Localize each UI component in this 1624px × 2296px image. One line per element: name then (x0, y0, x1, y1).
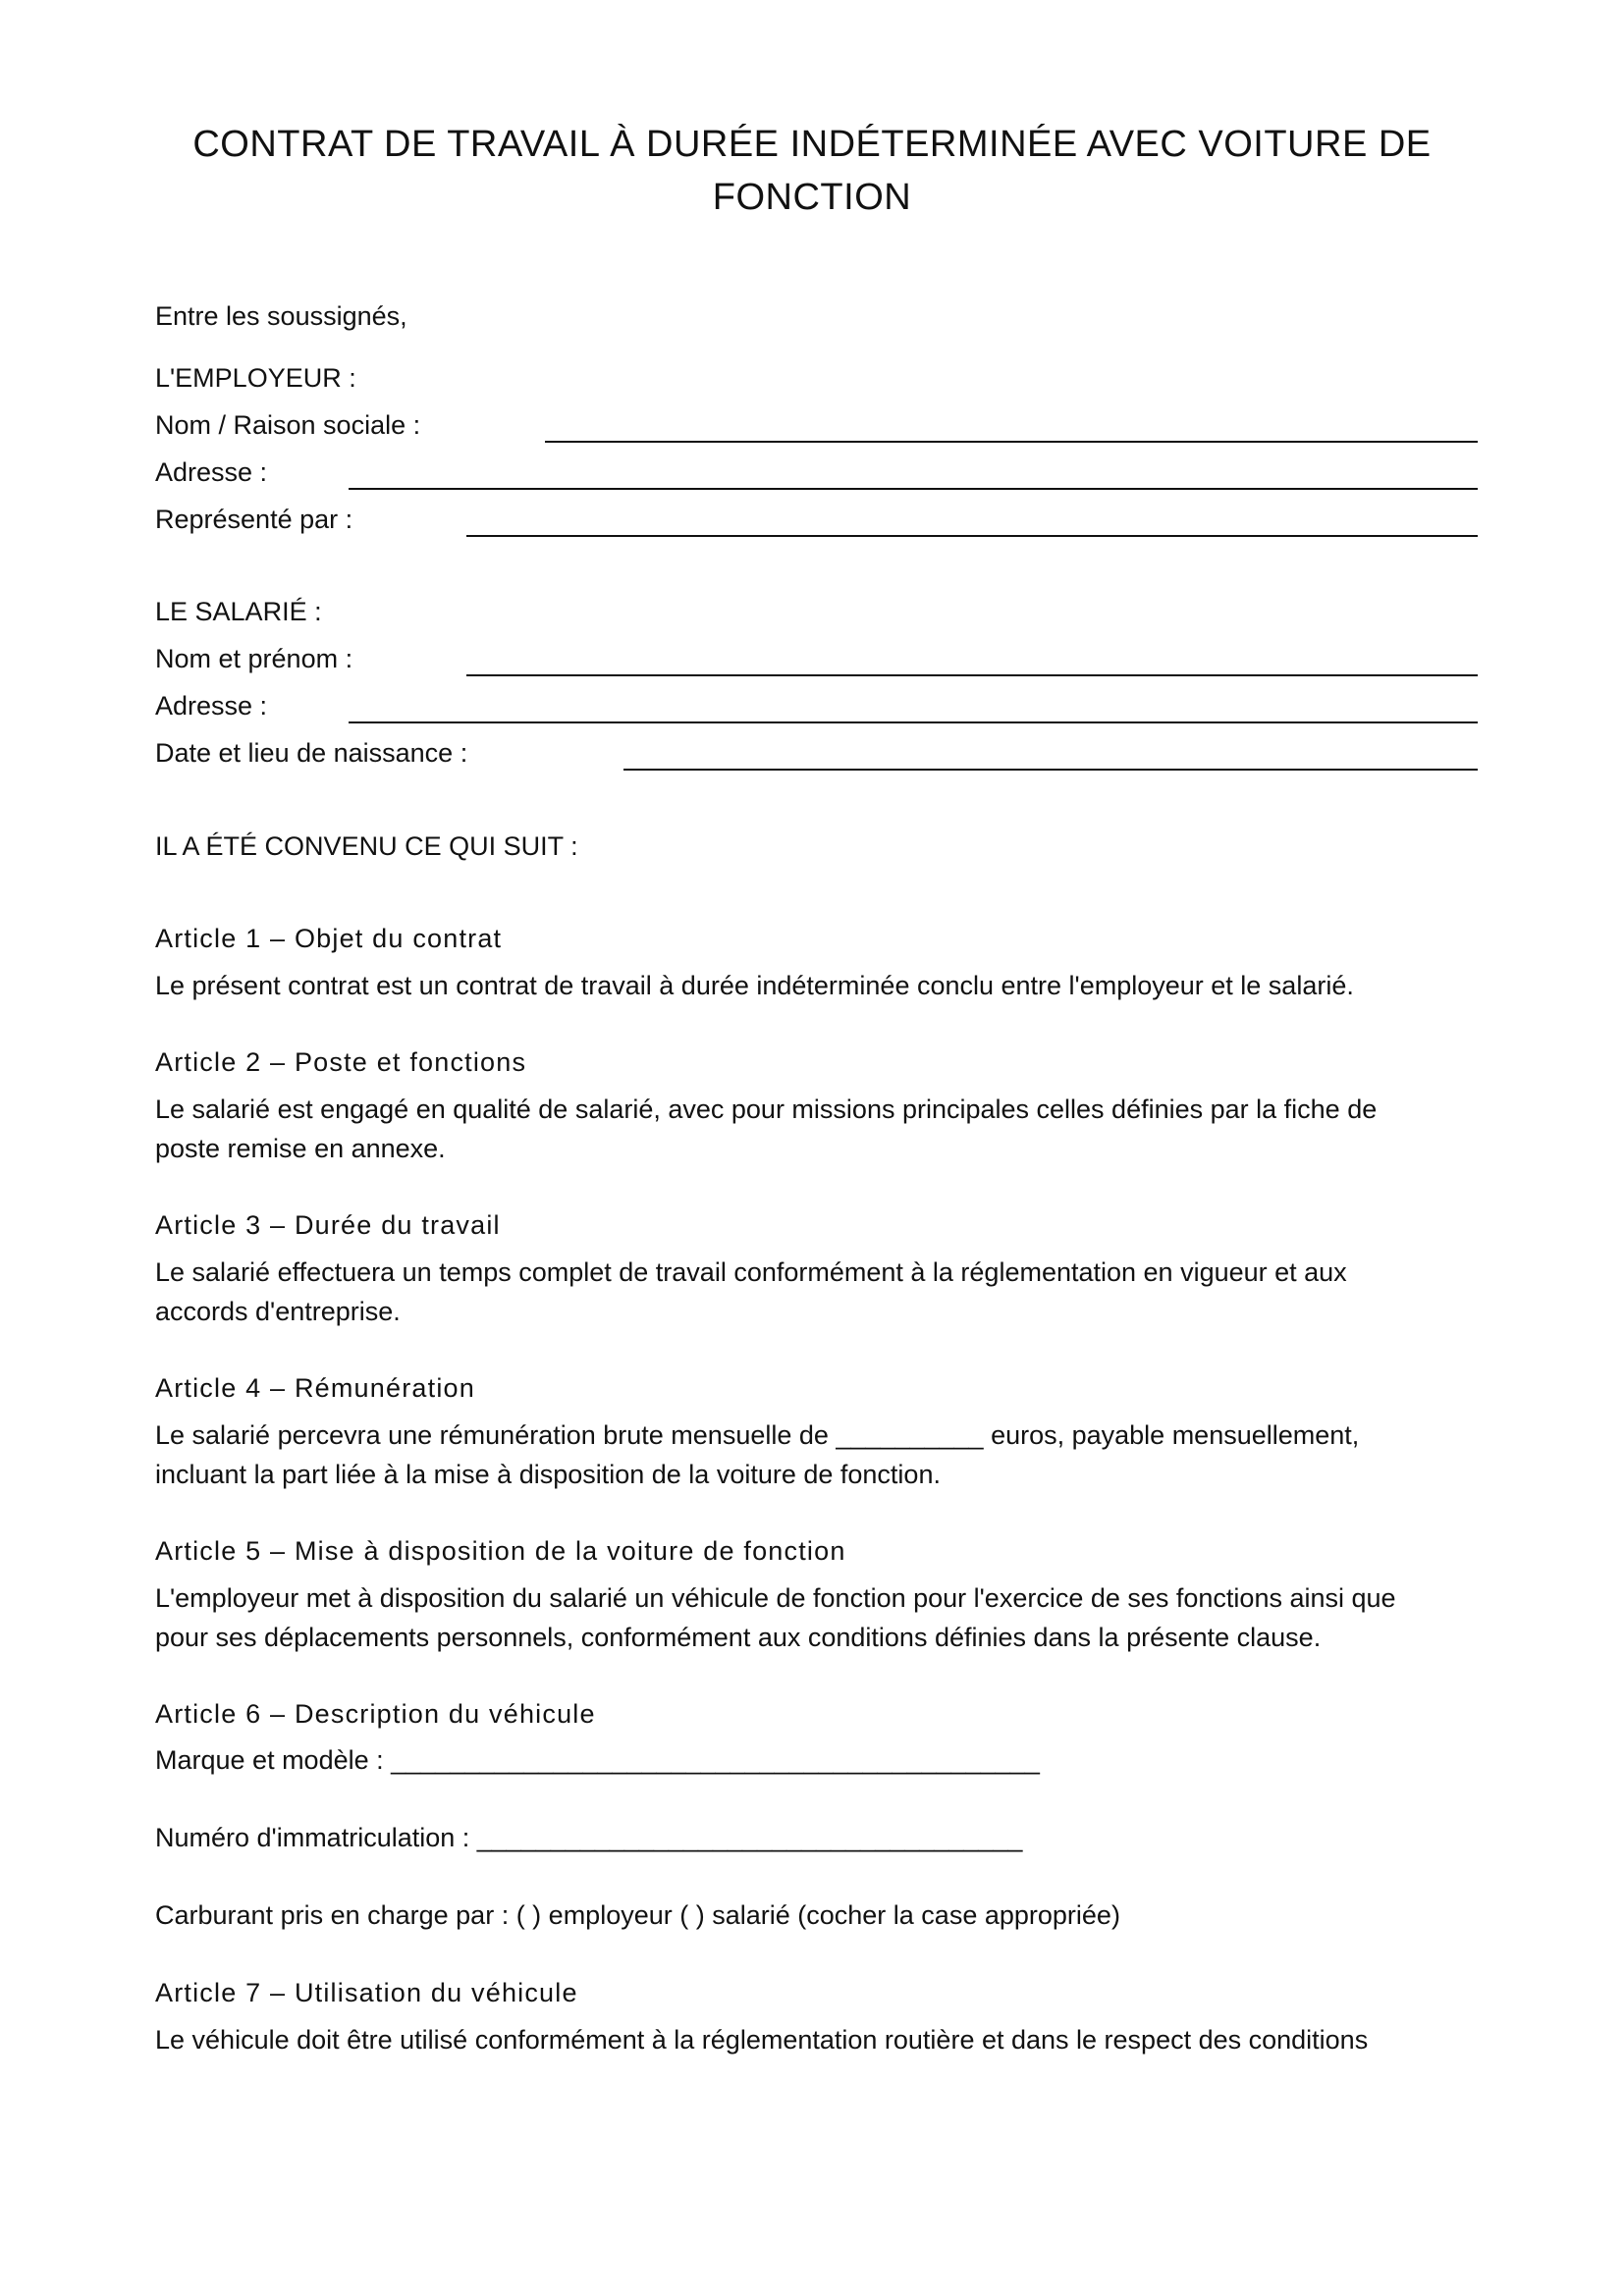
article-5-line-1: L'employeur met à disposition du salarié un véhicule de fonction pour l'exercice de ses fonctions ainsi que (155, 1583, 1396, 1613)
title-line-2: FONCTION (712, 177, 912, 218)
article-2-line-1: Le salarié est engagé en qualité de salarié, avec pour missions principales celles définies par la fiche de (155, 1095, 1378, 1124)
employee-address-label: Adresse : (155, 691, 268, 721)
article-2-title: Article 2 – Poste et fonctions (155, 1047, 527, 1077)
employer-heading: L'EMPLOYEUR : (155, 363, 356, 393)
title-line-1: CONTRAT DE TRAVAIL À DURÉE INDÉTERMINÉE AVEC VOITURE DE (192, 124, 1432, 165)
article-5-line-2: pour ses déplacements personnels, conformément aux conditions définies dans la présente clause. (155, 1623, 1322, 1652)
vehicle-brand-field[interactable]: Marque et modèle : ____________________________________________ (155, 1745, 1040, 1775)
employee-birth-field[interactable] (623, 769, 1478, 771)
article-1-title: Article 1 – Objet du contrat (155, 924, 503, 953)
document-title (137, 118, 1487, 224)
article-3-text (155, 1253, 1471, 1331)
article-2-text (155, 1090, 1471, 1168)
employer-address-field[interactable] (349, 488, 1478, 490)
employee-birth-label: Date et lieu de naissance : (155, 738, 468, 768)
article-6-title: Article 6 – Description du véhicule (155, 1699, 596, 1729)
employer-name-label: Nom / Raison sociale : (155, 410, 421, 440)
vehicle-plate-field[interactable]: Numéro d'immatriculation : _____________________________________ (155, 1823, 1023, 1852)
article-3-line-2: accords d'entreprise. (155, 1297, 401, 1326)
article-7-title: Article 7 – Utilisation du véhicule (155, 1978, 578, 2007)
article-3-line-1: Le salarié effectuera un temps complet de travail conformément à la réglementation en vigueur et aux (155, 1257, 1347, 1287)
article-4-text (155, 1415, 1471, 1494)
employer-represented-label: Représenté par : (155, 505, 353, 534)
article-5-text (155, 1578, 1471, 1657)
employee-heading: LE SALARIÉ : (155, 597, 322, 626)
employee-name-label: Nom et prénom : (155, 644, 353, 673)
article-5-title: Article 5 – Mise à disposition de la voiture de fonction (155, 1536, 846, 1566)
article-3-title: Article 3 – Durée du travail (155, 1210, 501, 1240)
article-7-text: Le véhicule doit être utilisé conformément à la réglementation routière et dans le respect des conditions (155, 2025, 1369, 2055)
article-4-line-1: Le salarié percevra une rémunération brute mensuelle de __________ euros, payable mensuellement, (155, 1420, 1360, 1450)
article-1-text: Le présent contrat est un contrat de travail à durée indéterminée conclu entre l'employeur et le salarié. (155, 971, 1354, 1000)
employer-represented-field[interactable] (466, 535, 1478, 537)
intro-text: Entre les soussignés, (155, 301, 407, 331)
employer-address-label: Adresse : (155, 457, 268, 487)
employee-address-field[interactable] (349, 721, 1478, 723)
article-2-line-2: poste remise en annexe. (155, 1134, 446, 1163)
employee-name-field[interactable] (466, 674, 1478, 676)
article-4-title: Article 4 – Rémunération (155, 1373, 475, 1403)
fuel-choice-field[interactable]: Carburant pris en charge par : ( ) employeur ( ) salarié (cocher la case appropriée) (155, 1900, 1120, 1930)
employer-name-field[interactable] (545, 441, 1478, 443)
agreed-statement: IL A ÉTÉ CONVENU CE QUI SUIT : (155, 831, 578, 861)
article-4-line-2: incluant la part liée à la mise à disposition de la voiture de fonction. (155, 1460, 941, 1489)
